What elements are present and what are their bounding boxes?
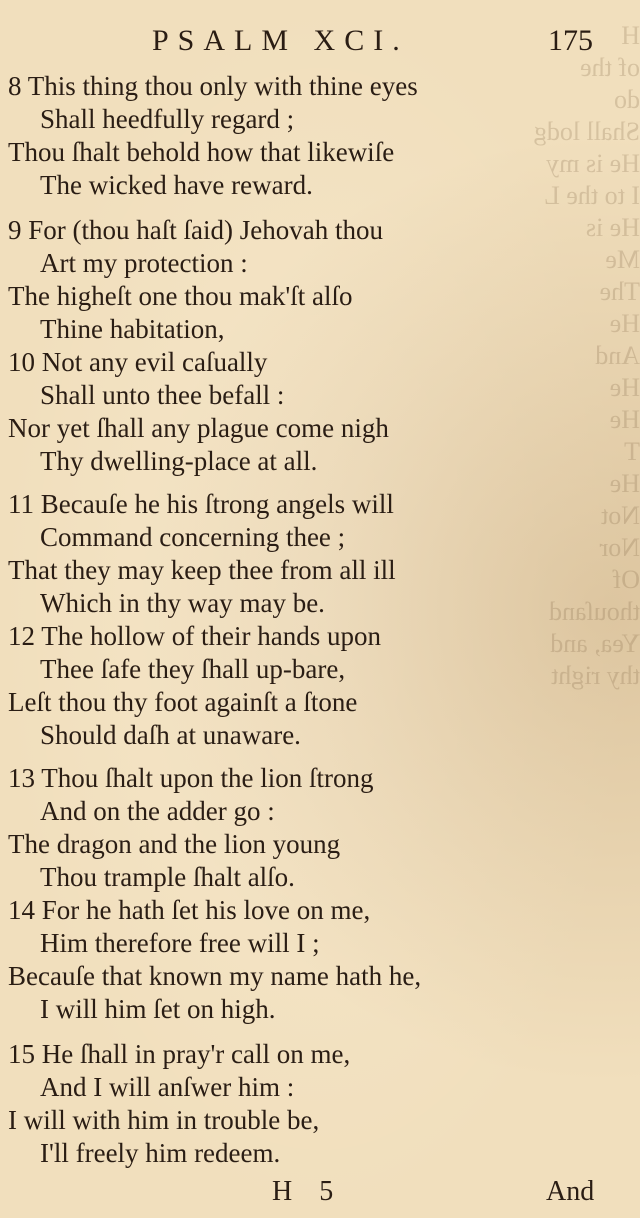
verse-line: Thy dwelling-place at all. <box>40 446 318 476</box>
verse-line: I'll freely him redeem. <box>40 1138 281 1168</box>
verse-line: Which in thy way may be. <box>40 588 325 618</box>
verse-line: 12 The hollow of their hands upon <box>8 621 381 651</box>
verse-line: Him therefore free will I ; <box>40 928 320 958</box>
catchword: And <box>546 1176 595 1207</box>
show-through-text: H of the do Shall lodg He is my I to the L He is Me The He And He He T He Not Nor Of thouſand Yea, and thy right <box>533 21 640 690</box>
verse-line: Thou trample ſhalt alſo. <box>40 862 295 892</box>
page-footer <box>0 1176 640 1216</box>
verse-line: And I will anſwer him : <box>40 1072 295 1102</box>
stanza-verse-15 <box>0 1038 520 1170</box>
verse-line: I will him ſet on high. <box>40 994 276 1024</box>
verse-line: I will with him in trouble be, <box>8 1105 320 1135</box>
verse-line: Shall unto thee befall : <box>40 380 285 410</box>
verse-line: 13 Thou ſhalt upon the lion ſtrong <box>8 763 374 793</box>
page-header <box>0 24 640 68</box>
verse-line: 11 Becauſe he his ſtrong angels will <box>8 489 394 519</box>
verse-line: 10 Not any evil caſually <box>8 347 268 377</box>
stanza-verses-9-10 <box>0 214 520 478</box>
verse-line: Leſt thou thy foot againſt a ſtone <box>8 687 358 717</box>
running-title: PSALM XCI. <box>152 24 409 57</box>
verse-line: Thou ſhalt behold how that likewiſe <box>8 137 395 167</box>
verse-line: Nor yet ſhall any plague come nigh <box>8 413 389 443</box>
page-number: 175 <box>548 24 593 57</box>
verse-line: Thee ſafe they ſhall up-bare, <box>40 654 346 684</box>
signature-mark: H 5 <box>272 1176 344 1207</box>
verse-line: The dragon and the lion young <box>8 829 341 859</box>
verse-line: And on the adder go : <box>40 796 275 826</box>
stanza-verses-13-14 <box>0 762 520 1026</box>
verse-line: Should daſh at unaware. <box>40 720 301 750</box>
verse-line: 8 This thing thou only with thine eyes <box>8 71 418 101</box>
verse-line: The higheſt one thou mak'ſt alſo <box>8 281 353 311</box>
verse-line: That they may keep thee from all ill <box>8 555 396 585</box>
verse-line: 9 For (thou haſt ſaid) Jehovah thou <box>8 215 383 245</box>
stanza-verses-11-12 <box>0 488 520 752</box>
verse-line: Art my protection : <box>40 248 248 278</box>
verse-line: 14 For he hath ſet his love on me, <box>8 895 371 925</box>
verse-line: 15 He ſhall in pray'r call on me, <box>8 1039 351 1069</box>
verse-line: Thine habitation, <box>40 314 225 344</box>
verse-line: Command concerning thee ; <box>40 522 346 552</box>
verse-line: Shall heedfully regard ; <box>40 104 295 134</box>
verse-line: Becauſe that known my name hath he, <box>8 961 422 991</box>
verse-line: The wicked have reward. <box>40 170 313 200</box>
stanza-verse-8 <box>0 70 520 202</box>
